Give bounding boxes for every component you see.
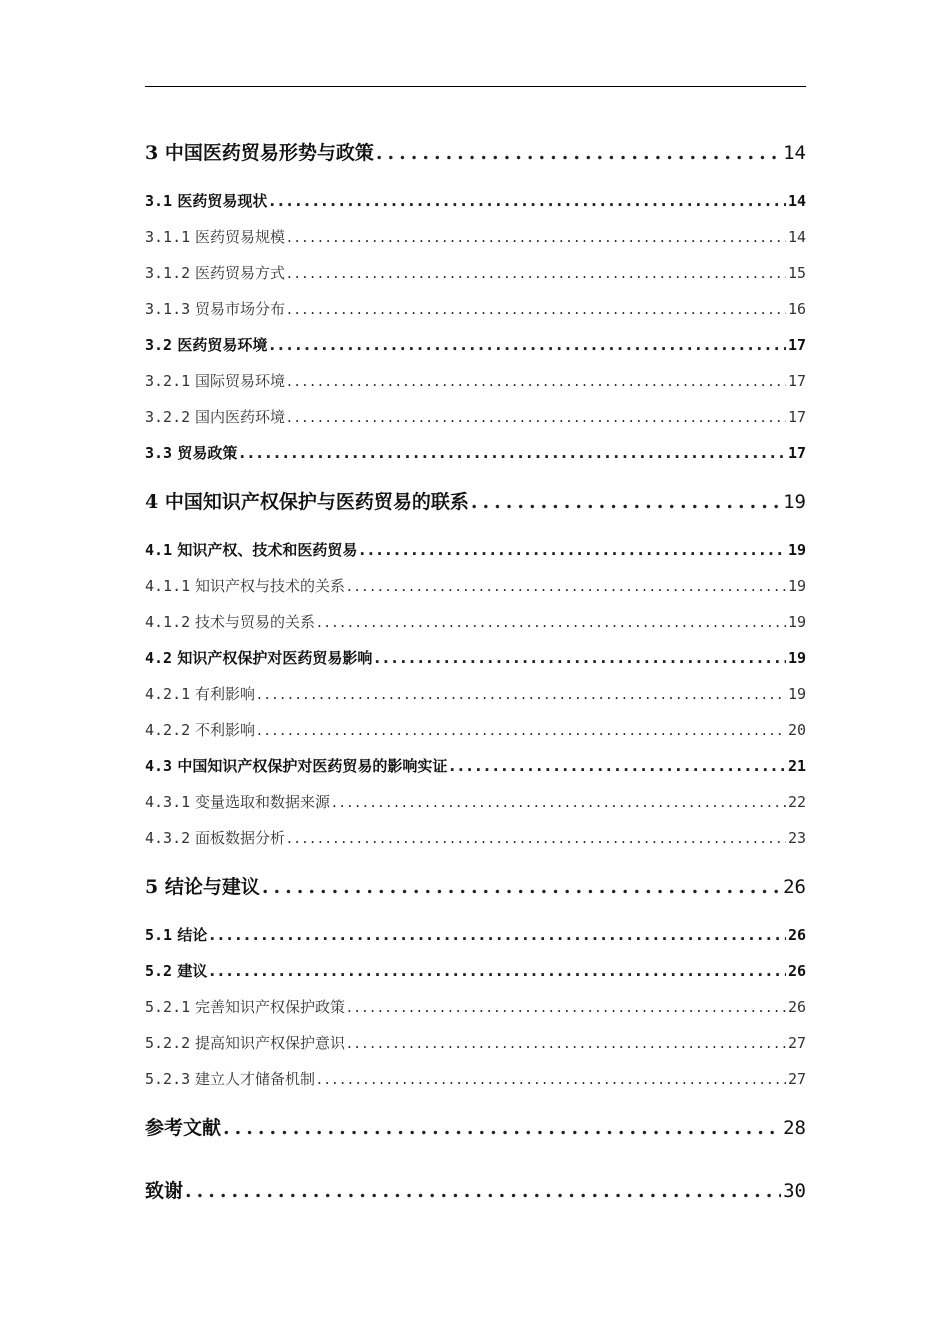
toc-entry[interactable] [145,190,806,211]
toc-entry-label [145,960,207,981]
toc-entry-title: 提高知识产权保护意识 [194,1034,345,1052]
toc-entry-title: 国内医药环境 [194,408,285,426]
toc-entry-title: 医药贸易方式 [194,264,285,282]
toc-entry-page: 19 [787,649,806,667]
toc-entry[interactable] [145,872,806,899]
toc-entry-number: 3.2 [145,336,173,354]
toc-entry-label [145,226,285,247]
toc-entry-label [145,298,285,319]
toc-entry-page: 30 [783,1180,806,1202]
toc-leader-dots [471,491,781,513]
toc-entry-label [145,1032,345,1053]
toc-entry[interactable] [145,996,806,1017]
toc-entry[interactable] [145,924,806,945]
toc-leader-dots [209,926,786,944]
toc-entry[interactable] [145,1068,806,1089]
toc-leader-dots [374,649,786,667]
toc-entry-title: 中国医药贸易形势与政策 [164,142,374,164]
toc-entry-label [145,1068,315,1089]
toc-entry-title: 结论 [177,926,208,944]
toc-leader-dots [287,264,786,282]
toc-leader-dots [262,876,781,898]
toc-entry-page: 27 [787,1070,806,1088]
toc-entry-label [145,539,357,560]
toc-entry-title: 中国知识产权保护与医药贸易的联系 [164,491,469,513]
toc-entry[interactable] [145,683,806,704]
toc-entry-label [145,334,267,355]
toc-entry-label [145,755,447,776]
toc-entry[interactable] [145,406,806,427]
toc-leader-dots [269,336,786,354]
toc-entry-page: 26 [783,876,806,898]
toc-entry-title: 贸易政策 [177,444,238,462]
toc-entry-number: 3.3 [145,444,173,462]
toc-entry-title: 医药贸易现状 [177,192,268,210]
toc-leader-dots [317,613,786,631]
toc-entry-number: 3.1.1 [145,228,191,246]
toc-entry[interactable] [145,334,806,355]
toc-leader-dots [257,685,786,703]
toc-entry-label [145,370,285,391]
toc-entry-number: 5.2.2 [145,1034,191,1052]
toc-entry-label [145,827,285,848]
toc-leader-dots [347,577,786,595]
toc-entry-label [145,647,372,668]
toc-entry-page: 28 [783,1117,806,1139]
toc-leader-dots [287,300,786,318]
toc-entry-page: 27 [787,1034,806,1052]
toc-entry[interactable] [145,755,806,776]
toc-entry-title: 建立人才储备机制 [194,1070,315,1088]
toc-entry-label [145,262,285,283]
toc-entry-page: 17 [787,336,806,354]
toc-entry-title: 建议 [177,962,208,980]
toc-entry-number: 3.2.2 [145,408,191,426]
toc-leader-dots [239,444,786,462]
toc-entry[interactable] [145,138,806,165]
toc-leader-dots [209,962,786,980]
toc-entry-page: 22 [787,793,806,811]
toc-entry-title: 知识产权与技术的关系 [194,577,345,595]
toc-entry-label [145,611,315,632]
toc-entry-page: 26 [787,962,806,980]
toc-entry-label [145,719,255,740]
toc-entry-title: 面板数据分析 [194,829,285,847]
toc-entry-label [145,872,260,899]
toc-entry-title: 医药贸易规模 [194,228,285,246]
toc-entry[interactable] [145,827,806,848]
toc-entry-page: 20 [787,721,806,739]
toc-entry[interactable] [145,298,806,319]
toc-leader-dots [376,142,781,164]
toc-entry-title: 致谢 [145,1180,184,1202]
toc-entry-number: 3.1 [145,192,173,210]
toc-entry-page: 19 [787,541,806,559]
toc-entry-page: 19 [787,685,806,703]
toc-entry-number: 3 [145,142,159,164]
toc-leader-dots [347,1034,786,1052]
toc-entry-label [145,575,345,596]
toc-entry-number: 5 [145,876,159,898]
toc-entry[interactable] [145,960,806,981]
toc-entry-page: 19 [787,577,806,595]
toc-entry-title: 知识产权保护对医药贸易影响 [177,649,373,667]
toc-entry-title: 国际贸易环境 [194,372,285,390]
toc-entry-number: 4.3 [145,757,173,775]
toc-leader-dots [359,541,786,559]
toc-entry-page: 19 [783,491,806,513]
toc-entry-label [145,406,285,427]
toc-entry[interactable] [145,539,806,560]
toc-entry-number: 4.2 [145,649,173,667]
toc-entry-page: 23 [787,829,806,847]
toc-entry-page: 26 [787,926,806,944]
toc-entry-number: 5.2.1 [145,998,191,1016]
toc-entry-label [145,683,255,704]
toc-leader-dots [449,757,786,775]
toc-entry[interactable] [145,370,806,391]
toc-leader-dots [287,829,786,847]
toc-entry-title: 医药贸易环境 [177,336,268,354]
toc-entry[interactable] [145,1032,806,1053]
toc-entry-page: 15 [787,264,806,282]
toc-entry-page: 17 [787,444,806,462]
toc-entry-number: 3.1.3 [145,300,191,318]
toc-leader-dots [287,228,786,246]
toc-leader-dots [185,1180,781,1202]
toc-entry[interactable] [145,226,806,247]
toc-entry[interactable] [145,1113,806,1140]
toc-entry[interactable] [145,487,806,514]
toc-entry[interactable] [145,647,806,668]
toc-entry-number: 4.2.1 [145,685,191,703]
toc-entry-number: 4 [145,491,159,513]
toc-entry-title: 完善知识产权保护政策 [194,998,345,1016]
toc-entry-label [145,924,207,945]
toc-leader-dots [287,408,786,426]
toc-entry-page: 17 [787,372,806,390]
toc-entry[interactable] [145,442,806,463]
toc-entry-label [145,442,237,463]
toc-entry-page: 14 [783,142,806,164]
toc-entry-page: 21 [787,757,806,775]
toc-entry-label [145,1113,221,1140]
toc-leader-dots [332,793,786,811]
toc-entry-page: 14 [787,192,806,210]
toc-leader-dots [269,192,786,210]
toc-entry-number: 5.1 [145,926,173,944]
toc-entry-page: 14 [787,228,806,246]
toc-entry-page: 19 [787,613,806,631]
toc-leader-dots [287,372,786,390]
toc-entry-title: 不利影响 [194,721,255,739]
toc-entry[interactable] [145,575,806,596]
toc-entry-page: 17 [787,408,806,426]
toc-entry-number: 4.1.1 [145,577,191,595]
toc-entry-number: 4.1 [145,541,173,559]
toc-entry-label [145,190,267,211]
toc-entry-label [145,1176,183,1203]
toc-entry[interactable] [145,262,806,283]
toc-entry-title: 贸易市场分布 [194,300,285,318]
toc-entry-title: 有利影响 [194,685,255,703]
header-rule [145,86,806,87]
toc-entry[interactable] [145,791,806,812]
toc-entry[interactable] [145,611,806,632]
toc-entry-title: 技术与贸易的关系 [194,613,315,631]
toc-entry-number: 4.2.2 [145,721,191,739]
toc-entry-label [145,791,330,812]
toc-entry-page: 16 [787,300,806,318]
toc-entry-number: 3.2.1 [145,372,191,390]
toc-entry-number: 5.2 [145,962,173,980]
toc-entry-title: 中国知识产权保护对医药贸易的影响实证 [177,757,448,775]
toc-entry-label [145,487,469,514]
toc-entry-title: 参考文献 [145,1117,222,1139]
toc-entry[interactable] [145,719,806,740]
toc-leader-dots [317,1070,786,1088]
toc-entry-page: 26 [787,998,806,1016]
toc-leader-dots [347,998,786,1016]
toc-entry-number: 4.3.2 [145,829,191,847]
toc-entry-number: 4.3.1 [145,793,191,811]
toc-leader-dots [257,721,786,739]
toc-entry[interactable] [145,1176,806,1203]
toc-entry-label [145,996,345,1017]
toc-entry-number: 4.1.2 [145,613,191,631]
toc-entry-title: 知识产权、技术和医药贸易 [177,541,358,559]
toc-entry-label [145,138,374,165]
toc-entry-number: 5.2.3 [145,1070,191,1088]
toc-entry-title: 变量选取和数据来源 [194,793,330,811]
toc-entry-number: 3.1.2 [145,264,191,282]
toc-leader-dots [223,1117,781,1139]
toc-entry-title: 结论与建议 [164,876,260,898]
